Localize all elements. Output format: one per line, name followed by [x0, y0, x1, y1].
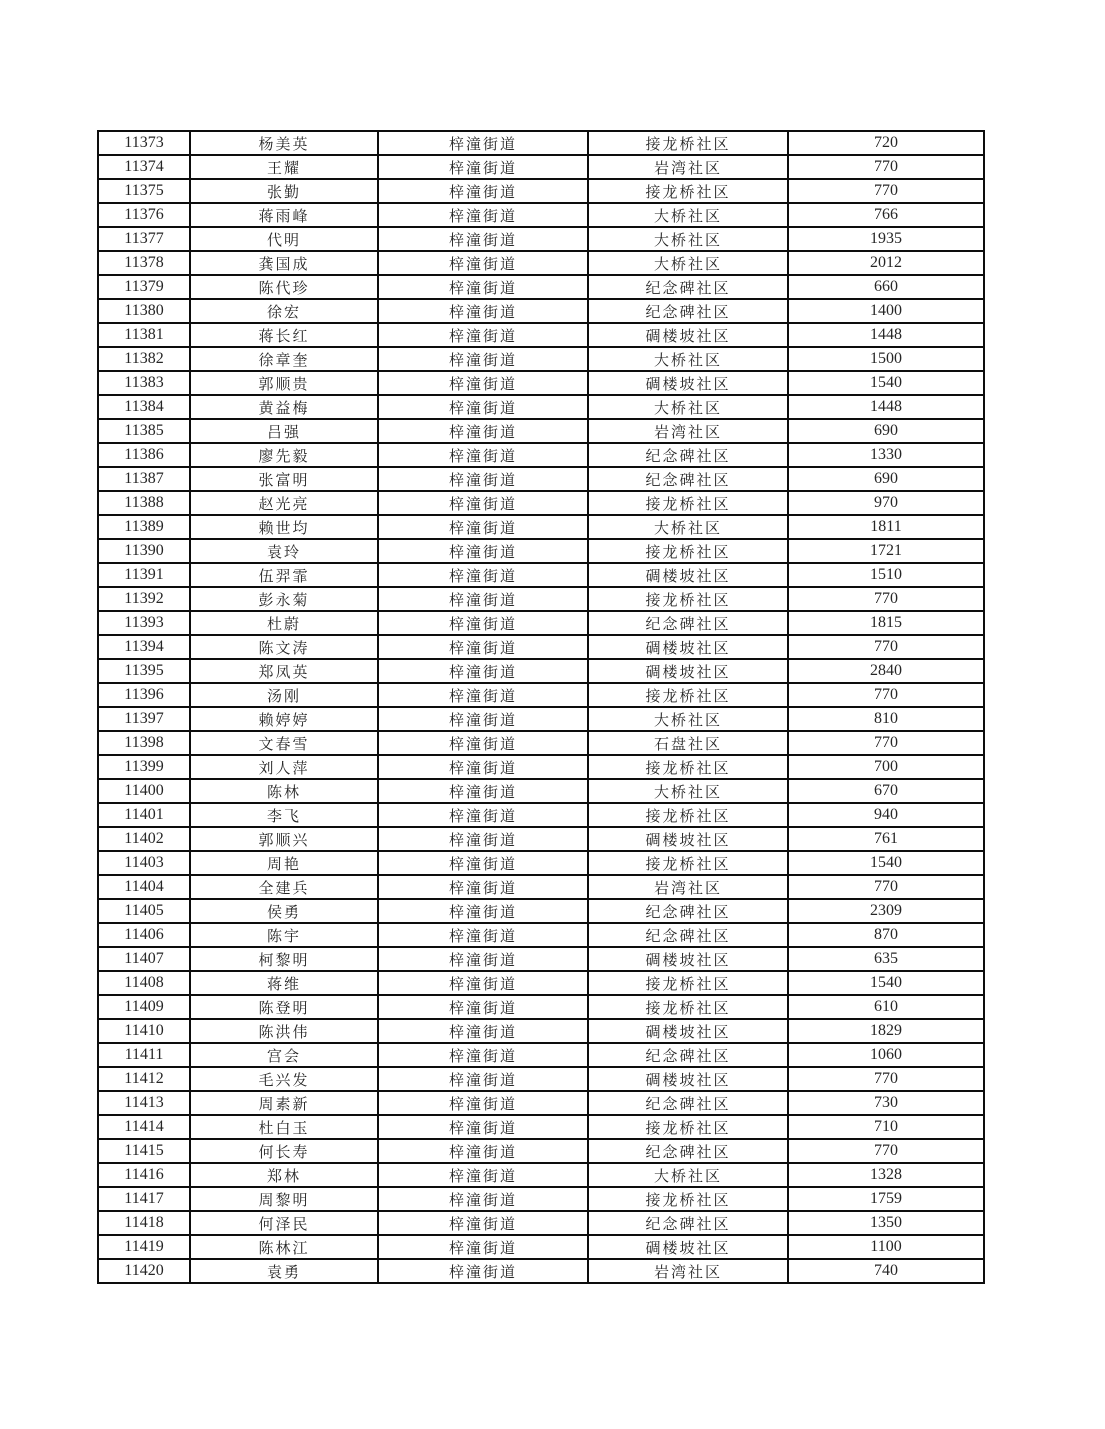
person-name-cell: 赵光亮 [190, 491, 378, 515]
community-cell: 接龙桥社区 [588, 539, 788, 563]
person-name-cell: 袁玲 [190, 539, 378, 563]
serial-number-cell: 11420 [98, 1259, 190, 1283]
table-row [98, 227, 984, 251]
table-row [98, 179, 984, 203]
serial-number-cell: 11377 [98, 227, 190, 251]
community-cell: 纪念碑社区 [588, 1211, 788, 1235]
street-cell: 梓潼街道 [378, 1259, 588, 1283]
table-row [98, 371, 984, 395]
community-cell: 接龙桥社区 [588, 179, 788, 203]
street-cell: 梓潼街道 [378, 443, 588, 467]
serial-number-cell: 11387 [98, 467, 190, 491]
amount-cell: 770 [788, 587, 984, 611]
street-cell: 梓潼街道 [378, 1043, 588, 1067]
amount-cell: 1540 [788, 971, 984, 995]
amount-cell: 1448 [788, 323, 984, 347]
community-cell: 接龙桥社区 [588, 1187, 788, 1211]
serial-number-cell: 11419 [98, 1235, 190, 1259]
table-row [98, 635, 984, 659]
community-cell: 纪念碑社区 [588, 443, 788, 467]
table-row [98, 611, 984, 635]
amount-cell: 940 [788, 803, 984, 827]
amount-cell: 770 [788, 635, 984, 659]
street-cell: 梓潼街道 [378, 227, 588, 251]
table-row [98, 1067, 984, 1091]
table-body [98, 131, 984, 1283]
amount-cell: 761 [788, 827, 984, 851]
table-row [98, 755, 984, 779]
community-cell: 大桥社区 [588, 347, 788, 371]
table-row [98, 875, 984, 899]
street-cell: 梓潼街道 [378, 851, 588, 875]
amount-cell: 1721 [788, 539, 984, 563]
table-row [98, 155, 984, 179]
community-cell: 大桥社区 [588, 515, 788, 539]
table-row [98, 1019, 984, 1043]
community-cell: 纪念碑社区 [588, 1043, 788, 1067]
street-cell: 梓潼街道 [378, 323, 588, 347]
street-cell: 梓潼街道 [378, 779, 588, 803]
amount-cell: 770 [788, 1067, 984, 1091]
amount-cell: 635 [788, 947, 984, 971]
table-row [98, 707, 984, 731]
community-cell: 大桥社区 [588, 203, 788, 227]
roster-table [97, 130, 985, 1284]
table-row [98, 899, 984, 923]
amount-cell: 1540 [788, 371, 984, 395]
street-cell: 梓潼街道 [378, 371, 588, 395]
amount-cell: 740 [788, 1259, 984, 1283]
person-name-cell: 廖先毅 [190, 443, 378, 467]
amount-cell: 1060 [788, 1043, 984, 1067]
serial-number-cell: 11396 [98, 683, 190, 707]
table-row [98, 275, 984, 299]
street-cell: 梓潼街道 [378, 755, 588, 779]
person-name-cell: 龚国成 [190, 251, 378, 275]
street-cell: 梓潼街道 [378, 635, 588, 659]
serial-number-cell: 11409 [98, 995, 190, 1019]
community-cell: 纪念碑社区 [588, 299, 788, 323]
amount-cell: 1100 [788, 1235, 984, 1259]
street-cell: 梓潼街道 [378, 1235, 588, 1259]
table-row [98, 1091, 984, 1115]
serial-number-cell: 11408 [98, 971, 190, 995]
person-name-cell: 郑凤英 [190, 659, 378, 683]
person-name-cell: 蒋长红 [190, 323, 378, 347]
community-cell: 岩湾社区 [588, 155, 788, 179]
street-cell: 梓潼街道 [378, 1187, 588, 1211]
person-name-cell: 陈登明 [190, 995, 378, 1019]
table-row [98, 323, 984, 347]
table-row [98, 1043, 984, 1067]
person-name-cell: 周素新 [190, 1091, 378, 1115]
amount-cell: 770 [788, 155, 984, 179]
community-cell: 碉楼坡社区 [588, 1067, 788, 1091]
community-cell: 大桥社区 [588, 779, 788, 803]
table-row [98, 539, 984, 563]
table-row [98, 827, 984, 851]
person-name-cell: 刘人萍 [190, 755, 378, 779]
person-name-cell: 徐宏 [190, 299, 378, 323]
person-name-cell: 侯勇 [190, 899, 378, 923]
table-row [98, 467, 984, 491]
person-name-cell: 文春雪 [190, 731, 378, 755]
serial-number-cell: 11392 [98, 587, 190, 611]
community-cell: 大桥社区 [588, 1163, 788, 1187]
person-name-cell: 郑林 [190, 1163, 378, 1187]
table-row [98, 131, 984, 155]
serial-number-cell: 11376 [98, 203, 190, 227]
table-row [98, 491, 984, 515]
serial-number-cell: 11400 [98, 779, 190, 803]
amount-cell: 2309 [788, 899, 984, 923]
person-name-cell: 陈林 [190, 779, 378, 803]
serial-number-cell: 11402 [98, 827, 190, 851]
amount-cell: 610 [788, 995, 984, 1019]
community-cell: 纪念碑社区 [588, 1091, 788, 1115]
serial-number-cell: 11399 [98, 755, 190, 779]
community-cell: 碉楼坡社区 [588, 323, 788, 347]
table-row [98, 923, 984, 947]
serial-number-cell: 11379 [98, 275, 190, 299]
street-cell: 梓潼街道 [378, 563, 588, 587]
street-cell: 梓潼街道 [378, 491, 588, 515]
street-cell: 梓潼街道 [378, 611, 588, 635]
table-row [98, 419, 984, 443]
amount-cell: 770 [788, 683, 984, 707]
serial-number-cell: 11389 [98, 515, 190, 539]
amount-cell: 1330 [788, 443, 984, 467]
amount-cell: 1829 [788, 1019, 984, 1043]
street-cell: 梓潼街道 [378, 971, 588, 995]
person-name-cell: 李飞 [190, 803, 378, 827]
serial-number-cell: 11386 [98, 443, 190, 467]
street-cell: 梓潼街道 [378, 467, 588, 491]
street-cell: 梓潼街道 [378, 923, 588, 947]
person-name-cell: 郭顺兴 [190, 827, 378, 851]
serial-number-cell: 11414 [98, 1115, 190, 1139]
person-name-cell: 杜蔚 [190, 611, 378, 635]
street-cell: 梓潼街道 [378, 707, 588, 731]
amount-cell: 770 [788, 875, 984, 899]
table-row [98, 1139, 984, 1163]
community-cell: 岩湾社区 [588, 419, 788, 443]
community-cell: 碉楼坡社区 [588, 1235, 788, 1259]
table-row [98, 1259, 984, 1283]
person-name-cell: 袁勇 [190, 1259, 378, 1283]
amount-cell: 1540 [788, 851, 984, 875]
community-cell: 纪念碑社区 [588, 899, 788, 923]
serial-number-cell: 11406 [98, 923, 190, 947]
table-row [98, 659, 984, 683]
amount-cell: 1328 [788, 1163, 984, 1187]
street-cell: 梓潼街道 [378, 587, 588, 611]
table-row [98, 395, 984, 419]
table-row [98, 1115, 984, 1139]
amount-cell: 1759 [788, 1187, 984, 1211]
amount-cell: 1510 [788, 563, 984, 587]
street-cell: 梓潼街道 [378, 875, 588, 899]
community-cell: 纪念碑社区 [588, 467, 788, 491]
serial-number-cell: 11383 [98, 371, 190, 395]
amount-cell: 690 [788, 467, 984, 491]
street-cell: 梓潼街道 [378, 659, 588, 683]
serial-number-cell: 11378 [98, 251, 190, 275]
street-cell: 梓潼街道 [378, 803, 588, 827]
amount-cell: 770 [788, 1139, 984, 1163]
person-name-cell: 宫会 [190, 1043, 378, 1067]
street-cell: 梓潼街道 [378, 995, 588, 1019]
person-name-cell: 毛兴发 [190, 1067, 378, 1091]
person-name-cell: 蒋维 [190, 971, 378, 995]
street-cell: 梓潼街道 [378, 827, 588, 851]
community-cell: 碉楼坡社区 [588, 1019, 788, 1043]
person-name-cell: 郭顺贵 [190, 371, 378, 395]
community-cell: 大桥社区 [588, 395, 788, 419]
street-cell: 梓潼街道 [378, 1211, 588, 1235]
serial-number-cell: 11410 [98, 1019, 190, 1043]
serial-number-cell: 11391 [98, 563, 190, 587]
community-cell: 接龙桥社区 [588, 803, 788, 827]
table-row [98, 251, 984, 275]
person-name-cell: 何长寿 [190, 1139, 378, 1163]
street-cell: 梓潼街道 [378, 731, 588, 755]
person-name-cell: 杜白玉 [190, 1115, 378, 1139]
serial-number-cell: 11375 [98, 179, 190, 203]
street-cell: 梓潼街道 [378, 1091, 588, 1115]
amount-cell: 2840 [788, 659, 984, 683]
serial-number-cell: 11404 [98, 875, 190, 899]
person-name-cell: 陈宇 [190, 923, 378, 947]
serial-number-cell: 11388 [98, 491, 190, 515]
table-row [98, 1211, 984, 1235]
community-cell: 接龙桥社区 [588, 1115, 788, 1139]
street-cell: 梓潼街道 [378, 275, 588, 299]
amount-cell: 810 [788, 707, 984, 731]
street-cell: 梓潼街道 [378, 179, 588, 203]
community-cell: 碉楼坡社区 [588, 947, 788, 971]
person-name-cell: 周黎明 [190, 1187, 378, 1211]
street-cell: 梓潼街道 [378, 1019, 588, 1043]
community-cell: 接龙桥社区 [588, 995, 788, 1019]
table-row [98, 1235, 984, 1259]
person-name-cell: 陈代珍 [190, 275, 378, 299]
amount-cell: 670 [788, 779, 984, 803]
serial-number-cell: 11411 [98, 1043, 190, 1067]
person-name-cell: 蒋雨峰 [190, 203, 378, 227]
amount-cell: 720 [788, 131, 984, 155]
person-name-cell: 代明 [190, 227, 378, 251]
table-row [98, 851, 984, 875]
street-cell: 梓潼街道 [378, 395, 588, 419]
serial-number-cell: 11385 [98, 419, 190, 443]
table-row [98, 971, 984, 995]
table-row [98, 347, 984, 371]
community-cell: 大桥社区 [588, 707, 788, 731]
person-name-cell: 陈洪伟 [190, 1019, 378, 1043]
street-cell: 梓潼街道 [378, 683, 588, 707]
community-cell: 大桥社区 [588, 227, 788, 251]
community-cell: 纪念碑社区 [588, 1139, 788, 1163]
community-cell: 纪念碑社区 [588, 923, 788, 947]
table-row [98, 1187, 984, 1211]
serial-number-cell: 11407 [98, 947, 190, 971]
table-row [98, 779, 984, 803]
amount-cell: 700 [788, 755, 984, 779]
serial-number-cell: 11374 [98, 155, 190, 179]
amount-cell: 1935 [788, 227, 984, 251]
person-name-cell: 全建兵 [190, 875, 378, 899]
street-cell: 梓潼街道 [378, 131, 588, 155]
community-cell: 石盘社区 [588, 731, 788, 755]
person-name-cell: 王耀 [190, 155, 378, 179]
street-cell: 梓潼街道 [378, 947, 588, 971]
amount-cell: 1500 [788, 347, 984, 371]
serial-number-cell: 11393 [98, 611, 190, 635]
street-cell: 梓潼街道 [378, 299, 588, 323]
person-name-cell: 周艳 [190, 851, 378, 875]
serial-number-cell: 11380 [98, 299, 190, 323]
amount-cell: 970 [788, 491, 984, 515]
community-cell: 碉楼坡社区 [588, 659, 788, 683]
street-cell: 梓潼街道 [378, 899, 588, 923]
table-row [98, 803, 984, 827]
person-name-cell: 徐章奎 [190, 347, 378, 371]
amount-cell: 1811 [788, 515, 984, 539]
person-name-cell: 张勤 [190, 179, 378, 203]
serial-number-cell: 11413 [98, 1091, 190, 1115]
table-row [98, 443, 984, 467]
serial-number-cell: 11394 [98, 635, 190, 659]
serial-number-cell: 11381 [98, 323, 190, 347]
serial-number-cell: 11412 [98, 1067, 190, 1091]
amount-cell: 1350 [788, 1211, 984, 1235]
street-cell: 梓潼街道 [378, 1139, 588, 1163]
person-name-cell: 张富明 [190, 467, 378, 491]
person-name-cell: 何泽民 [190, 1211, 378, 1235]
person-name-cell: 黄益梅 [190, 395, 378, 419]
community-cell: 纪念碑社区 [588, 611, 788, 635]
street-cell: 梓潼街道 [378, 1163, 588, 1187]
serial-number-cell: 11415 [98, 1139, 190, 1163]
street-cell: 梓潼街道 [378, 155, 588, 179]
serial-number-cell: 11416 [98, 1163, 190, 1187]
amount-cell: 770 [788, 179, 984, 203]
serial-number-cell: 11418 [98, 1211, 190, 1235]
serial-number-cell: 11390 [98, 539, 190, 563]
table-row [98, 731, 984, 755]
community-cell: 接龙桥社区 [588, 971, 788, 995]
serial-number-cell: 11417 [98, 1187, 190, 1211]
person-name-cell: 陈文涛 [190, 635, 378, 659]
amount-cell: 1448 [788, 395, 984, 419]
serial-number-cell: 11403 [98, 851, 190, 875]
serial-number-cell: 11405 [98, 899, 190, 923]
table-row [98, 299, 984, 323]
community-cell: 碉楼坡社区 [588, 827, 788, 851]
serial-number-cell: 11398 [98, 731, 190, 755]
community-cell: 大桥社区 [588, 251, 788, 275]
person-name-cell: 彭永菊 [190, 587, 378, 611]
amount-cell: 1815 [788, 611, 984, 635]
table-row [98, 203, 984, 227]
serial-number-cell: 11401 [98, 803, 190, 827]
serial-number-cell: 11382 [98, 347, 190, 371]
person-name-cell: 杨美英 [190, 131, 378, 155]
community-cell: 碉楼坡社区 [588, 635, 788, 659]
amount-cell: 690 [788, 419, 984, 443]
street-cell: 梓潼街道 [378, 515, 588, 539]
amount-cell: 660 [788, 275, 984, 299]
table-row [98, 587, 984, 611]
amount-cell: 730 [788, 1091, 984, 1115]
street-cell: 梓潼街道 [378, 1067, 588, 1091]
community-cell: 接龙桥社区 [588, 587, 788, 611]
community-cell: 接龙桥社区 [588, 755, 788, 779]
person-name-cell: 赖世均 [190, 515, 378, 539]
street-cell: 梓潼街道 [378, 539, 588, 563]
community-cell: 接龙桥社区 [588, 131, 788, 155]
amount-cell: 766 [788, 203, 984, 227]
community-cell: 碉楼坡社区 [588, 563, 788, 587]
person-name-cell: 柯黎明 [190, 947, 378, 971]
person-name-cell: 汤刚 [190, 683, 378, 707]
table-row [98, 995, 984, 1019]
serial-number-cell: 11395 [98, 659, 190, 683]
table-row [98, 515, 984, 539]
amount-cell: 2012 [788, 251, 984, 275]
amount-cell: 770 [788, 731, 984, 755]
table-row [98, 563, 984, 587]
street-cell: 梓潼街道 [378, 419, 588, 443]
person-name-cell: 陈林江 [190, 1235, 378, 1259]
table-row [98, 683, 984, 707]
amount-cell: 1400 [788, 299, 984, 323]
table-row [98, 947, 984, 971]
table-row [98, 1163, 984, 1187]
community-cell: 接龙桥社区 [588, 683, 788, 707]
serial-number-cell: 11373 [98, 131, 190, 155]
street-cell: 梓潼街道 [378, 251, 588, 275]
community-cell: 接龙桥社区 [588, 491, 788, 515]
community-cell: 接龙桥社区 [588, 851, 788, 875]
community-cell: 岩湾社区 [588, 1259, 788, 1283]
person-name-cell: 吕强 [190, 419, 378, 443]
amount-cell: 870 [788, 923, 984, 947]
community-cell: 碉楼坡社区 [588, 371, 788, 395]
community-cell: 纪念碑社区 [588, 275, 788, 299]
amount-cell: 710 [788, 1115, 984, 1139]
community-cell: 岩湾社区 [588, 875, 788, 899]
street-cell: 梓潼街道 [378, 347, 588, 371]
serial-number-cell: 11397 [98, 707, 190, 731]
person-name-cell: 伍羿霏 [190, 563, 378, 587]
serial-number-cell: 11384 [98, 395, 190, 419]
person-name-cell: 赖婷婷 [190, 707, 378, 731]
street-cell: 梓潼街道 [378, 1115, 588, 1139]
street-cell: 梓潼街道 [378, 203, 588, 227]
